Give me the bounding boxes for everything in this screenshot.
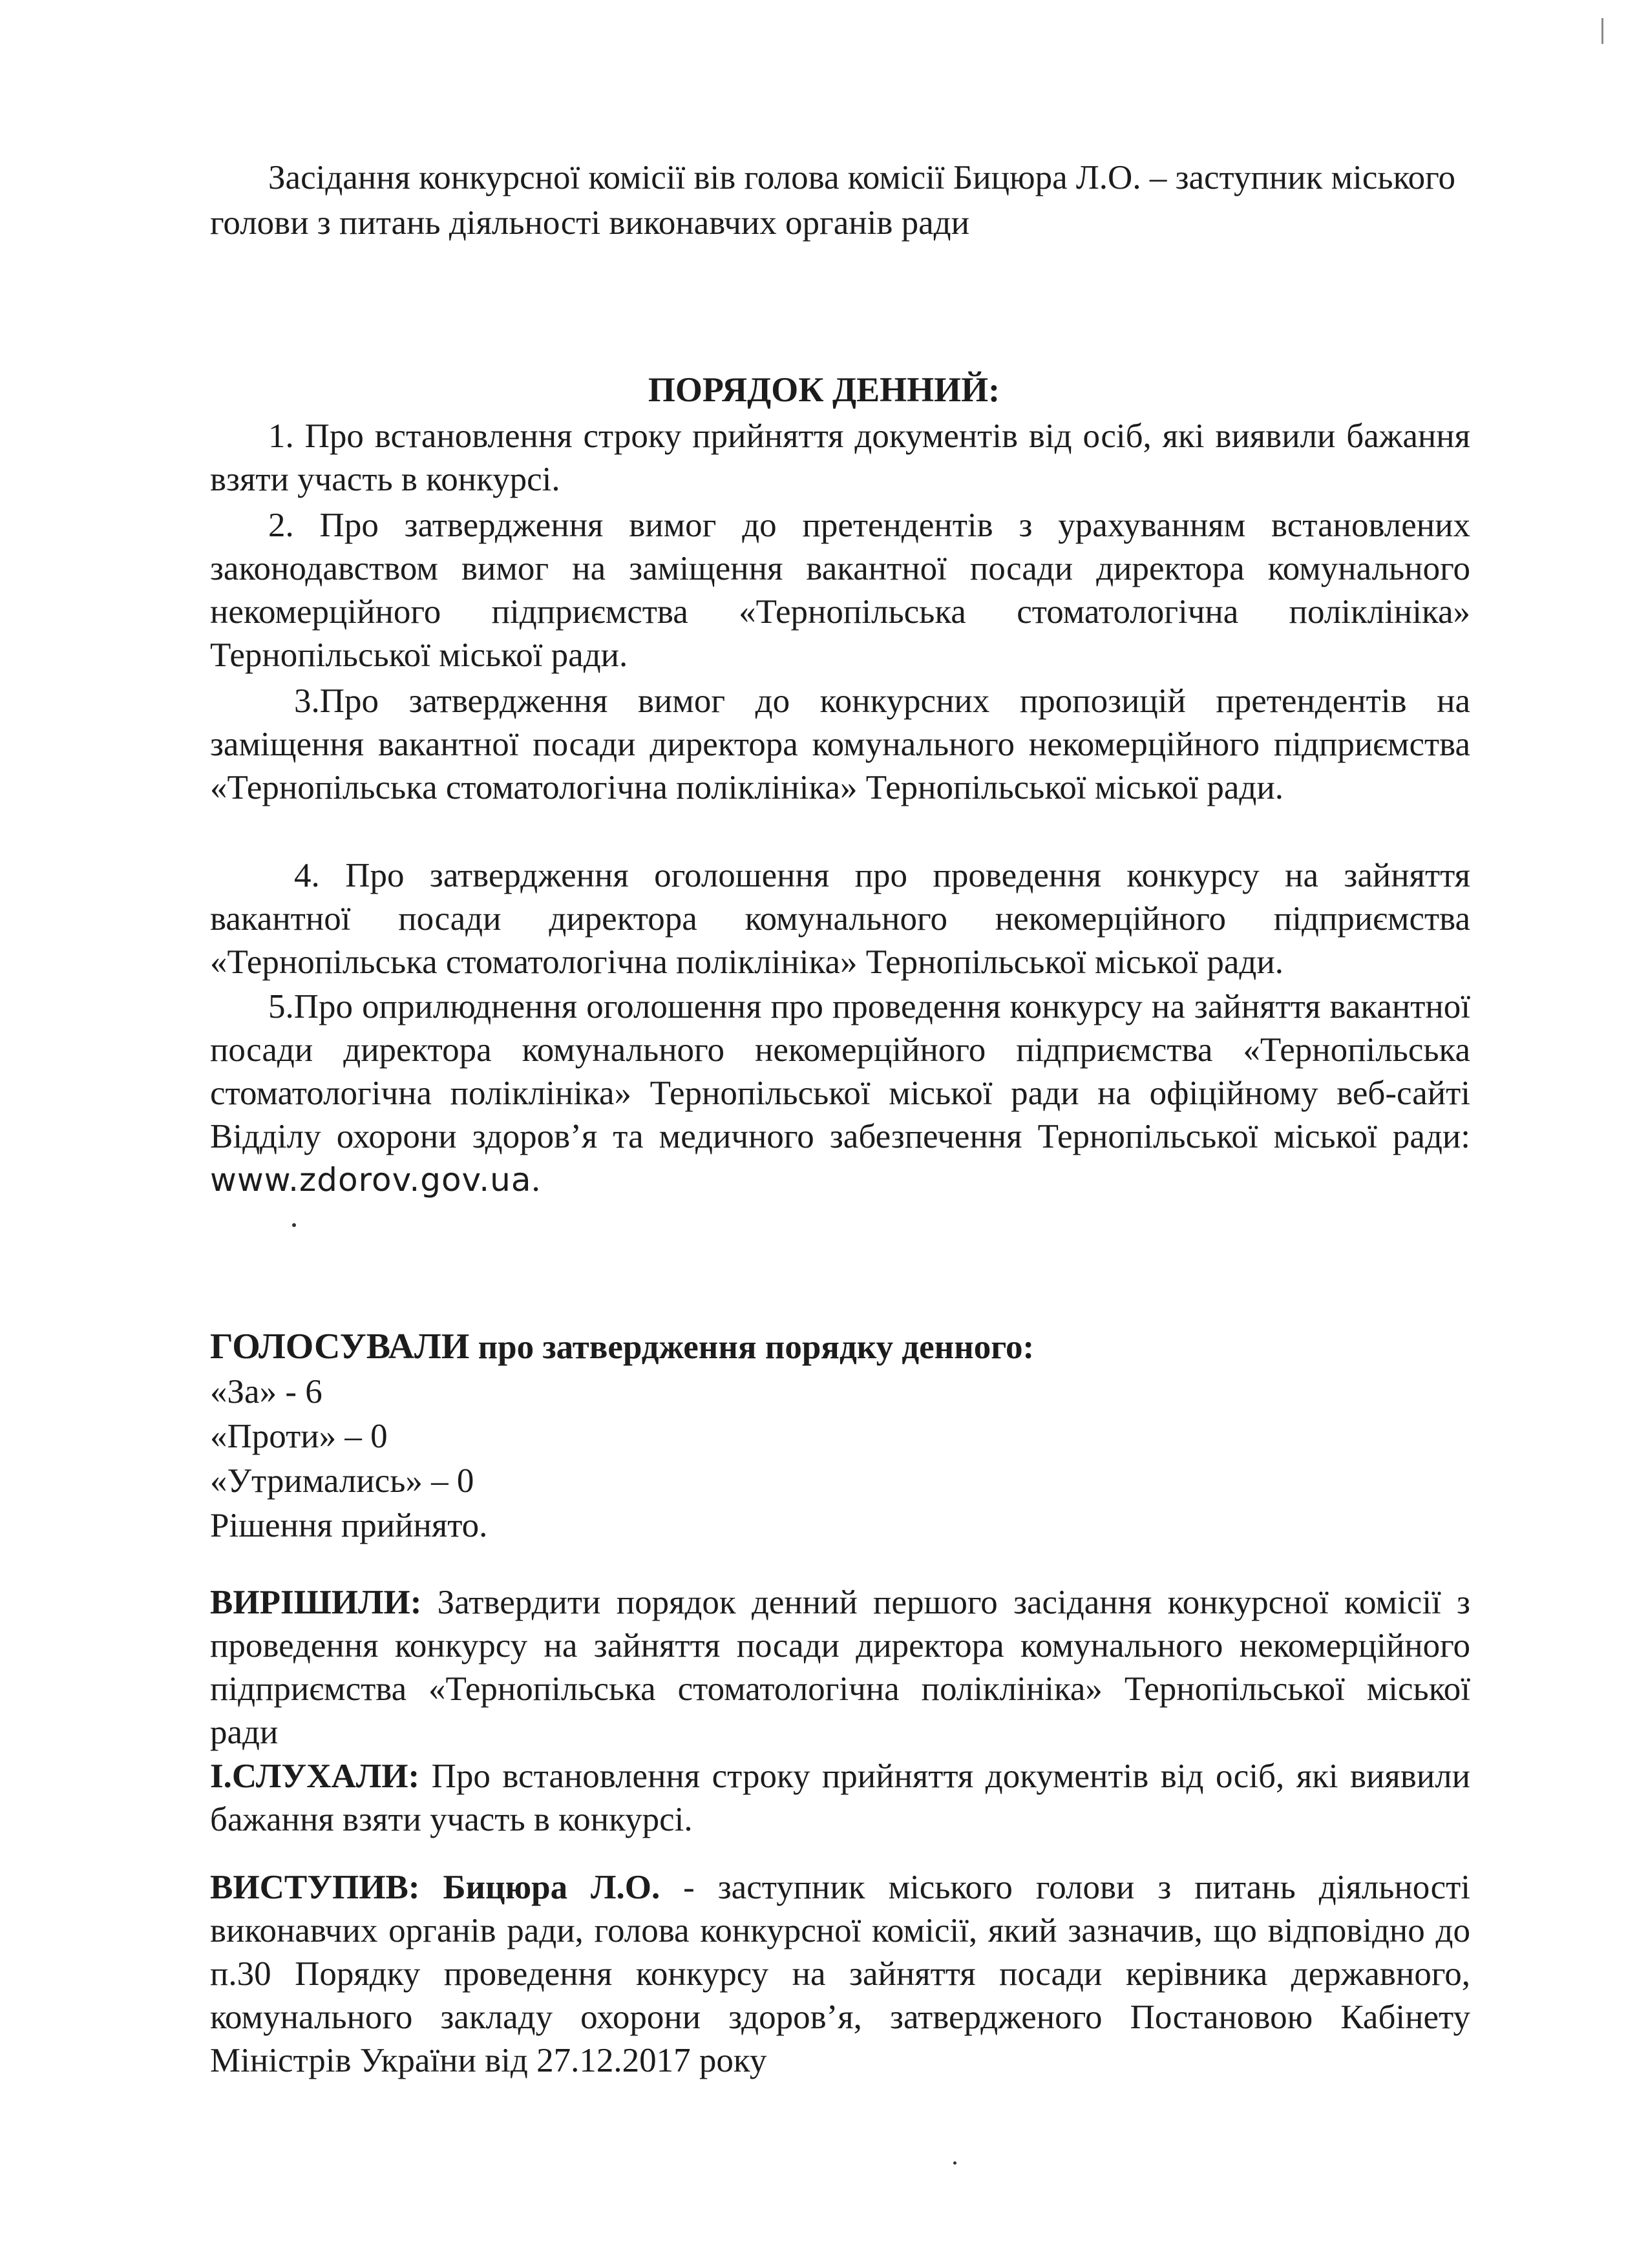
decision-label: ВИРІШИЛИ:	[210, 1584, 422, 1621]
agenda-item-5-end: .	[531, 1161, 540, 1199]
vote-heading	[210, 1325, 1470, 1370]
heard-text: Про встановлення строку прийняття документів від осіб, які виявили бажання взяти участь в конкурсі.	[210, 1758, 1470, 1838]
vote-abstained: «Утримались» – 0	[210, 1462, 474, 1500]
speech-paragraph	[210, 1866, 1470, 2083]
agenda-item-5-text: 5.Про оприлюднення оголошення про проведення конкурсу на зайняття вакантної посади директора комунального некомерційного підприємства «Тернопільська стоматологічна поліклініка» Тернопільської міської ради на офіційному веб-сайті Відділу охорони здоров’я та медичного забезпечення Тернопільської міської ради:	[210, 988, 1470, 1155]
stray-mark-dot-bottom	[953, 2161, 956, 2165]
speech-label: ВИСТУПИВ: Бицюра Л.О.	[210, 1869, 660, 1906]
heard-paragraph	[210, 1755, 1470, 1842]
agenda-item-1: 1. Про встановлення строку прийняття документів від осіб, які виявили бажання взяти участь в конкурсі.	[210, 417, 1470, 498]
scan-edge-mark	[1601, 18, 1603, 44]
agenda-item-5	[210, 985, 1470, 1202]
website-link[interactable]: www.zdorov.gov.ua	[210, 1161, 532, 1199]
agenda-item-2: 2. Про затвердження вимог до претендентів з урахуванням встановлених законодавством вимог на заміщення вакантної посади директора комунального некомерційного підприємства «Тернопільська стоматологічна поліклініка» Тернопільської міської ради.	[210, 507, 1470, 674]
vote-result: Рішення прийнято.	[210, 1507, 488, 1544]
vote-section	[210, 1325, 1470, 1548]
vote-for: «За» - 6	[210, 1373, 322, 1411]
agenda-heading: ПОРЯДОК ДЕННИЙ:	[648, 370, 1000, 409]
vote-subject: про затвердження порядку денного:	[469, 1328, 1035, 1366]
meeting-intro: Засідання конкурсної комісії вів голова комісії Бицюра Л.О. – заступник міського голови з питань діяльності виконавчих органів ради	[210, 159, 1456, 242]
speech-text: - заступник міського голови з питань діяльності виконавчих органів ради, голова конкурсної комісії, який зазначив, що відповідно до п.30 Порядку проведення конкурсу на зайняття посади керівника державного, комунального закладу охорони здоров’я, затвердженого Постановою Кабінету Міністрів України від 27.12.2017 року	[210, 1869, 1470, 2079]
vote-label: ГОЛОСУВАЛИ	[210, 1327, 470, 1367]
agenda-item-4: 4. Про затвердження оголошення про проведення конкурсу на зайняття вакантної посади директора комунального некомерційного підприємства «Тернопільська стоматологічна поліклініка» Тернопільської міської ради.	[210, 857, 1470, 981]
vote-against: «Проти» – 0	[210, 1418, 388, 1455]
heard-label: І.СЛУХАЛИ:	[210, 1758, 420, 1795]
decision-paragraph	[210, 1581, 1470, 1754]
agenda-item-3: 3.Про затвердження вимог до конкурсних пропозицій претендентів на заміщення вакантної посади директора комунального некомерційного підприємства «Тернопільська стоматологічна поліклініка» Тернопільської міської ради.	[210, 682, 1470, 806]
stray-mark-dot	[292, 1223, 296, 1227]
decision-text: Затвердити порядок денний першого засідання конкурсної комісії з проведення конкурсу на зайняття посади директора комунального некомерційного підприємства «Тернопільська стоматологічна поліклініка» Тернопільської міської ради	[210, 1584, 1470, 1751]
